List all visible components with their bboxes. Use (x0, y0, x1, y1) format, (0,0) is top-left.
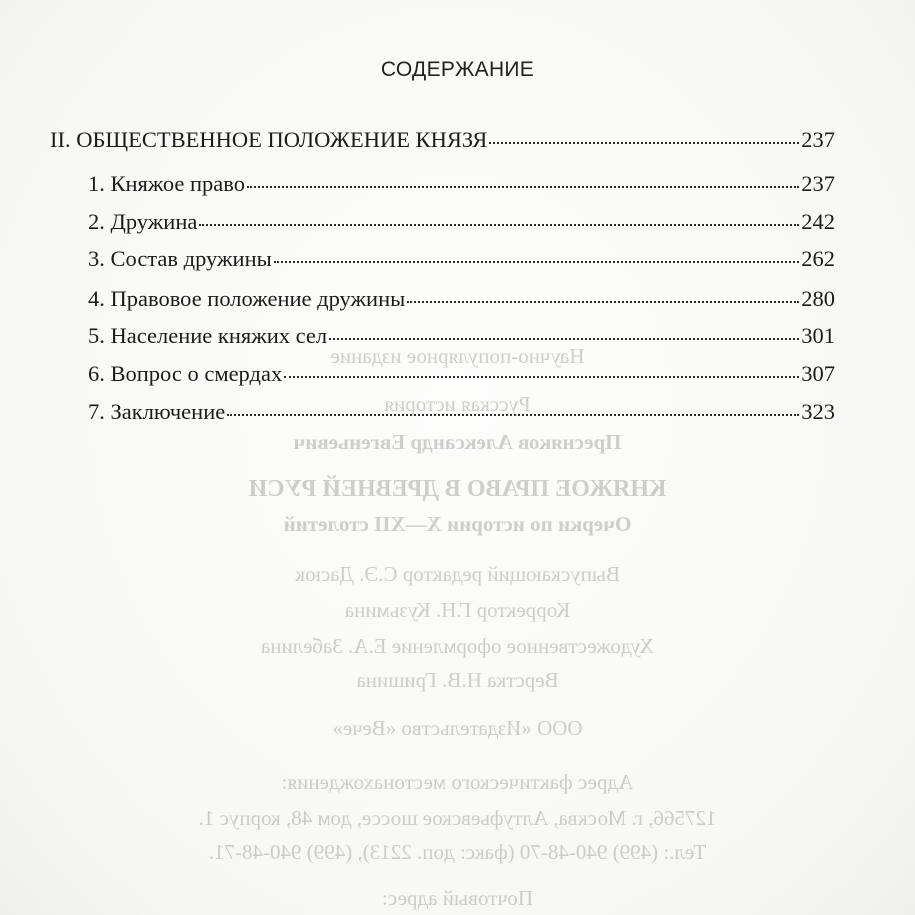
dot-leader (274, 260, 800, 263)
toc-entry-label: II. ОБЩЕСТВЕННОЕ ПОЛОЖЕНИЕ КНЯЗЯ (50, 127, 488, 152)
toc-entry (88, 170, 835, 198)
dot-leader (489, 141, 799, 144)
bleed-line: Пресняков Александр Евгеньевич (293, 430, 622, 454)
toc-entry (88, 398, 835, 426)
toc-entry-page: 301 (801, 323, 835, 348)
toc-entry-label: 4. Правовое положение дружины (88, 286, 406, 311)
bleed-line: Корректор Г.Н. Кузьмина (344, 598, 571, 622)
bleed-line: ООО «Издательство «Вече» (332, 716, 583, 740)
toc-entry-page: 242 (801, 209, 835, 234)
bleed-line: Верстка Н.В. Гришина (356, 668, 559, 692)
toc-entry (88, 285, 835, 313)
toc-entry (88, 360, 835, 388)
toc-entry-page: 237 (801, 171, 835, 196)
toc-entry-page: 323 (801, 399, 835, 424)
toc-entry-page: 262 (801, 246, 835, 271)
toc-entry-label: 3. Состав дружины (88, 246, 272, 271)
dot-leader (227, 413, 799, 416)
toc-entry-page: 307 (801, 361, 835, 386)
toc-entry (88, 245, 835, 273)
dot-leader (199, 223, 799, 226)
dot-leader (284, 375, 799, 378)
contents-heading: СОДЕРЖАНИЕ (380, 58, 535, 81)
dot-leader (247, 185, 799, 188)
bleed-line: Адрес фактического местонахождения: (281, 770, 634, 794)
toc-entry-page: 280 (801, 286, 835, 311)
bleed-line: Русская история (384, 392, 531, 416)
bleed-line: Выпускающий редактор С.Э. Дасюк (294, 562, 621, 586)
toc-entry-label: 5. Население княжих сел (88, 323, 328, 348)
bleed-line: Художественное оформление Е.А. Забелина (260, 634, 655, 658)
toc-entry-label: 2. Дружина (88, 209, 198, 234)
dot-leader (407, 300, 799, 303)
toc-entry-label: 1. Княжое право (88, 171, 246, 196)
toc-entry (88, 208, 835, 236)
toc-entry-label: 7. Заключение (88, 399, 226, 424)
bleed-line: Научно-популярное издание (330, 344, 585, 368)
bleed-line: Очерки по истории X—XII столетий (283, 512, 632, 536)
bleed-line: КНЯЖОЕ ПРАВО В ДРЕВНЕЙ РУСИ (248, 476, 667, 502)
toc-entry-page: 237 (801, 127, 835, 152)
dot-leader (329, 337, 799, 340)
toc-entry-label: 6. Вопрос о смердах (88, 361, 283, 386)
toc-entry (88, 322, 835, 350)
bleed-line: 127566, г. Москва, Алтуфьевское шоссе, дом 48, корпус 1. (198, 806, 717, 830)
toc-chapter-entry (50, 126, 835, 154)
bleed-line: Почтовый адрес: (381, 886, 534, 910)
bleed-line: Тел.: (499) 940-48-70 (факс: доп. 2213), (499) 940-48-71. (208, 840, 707, 864)
